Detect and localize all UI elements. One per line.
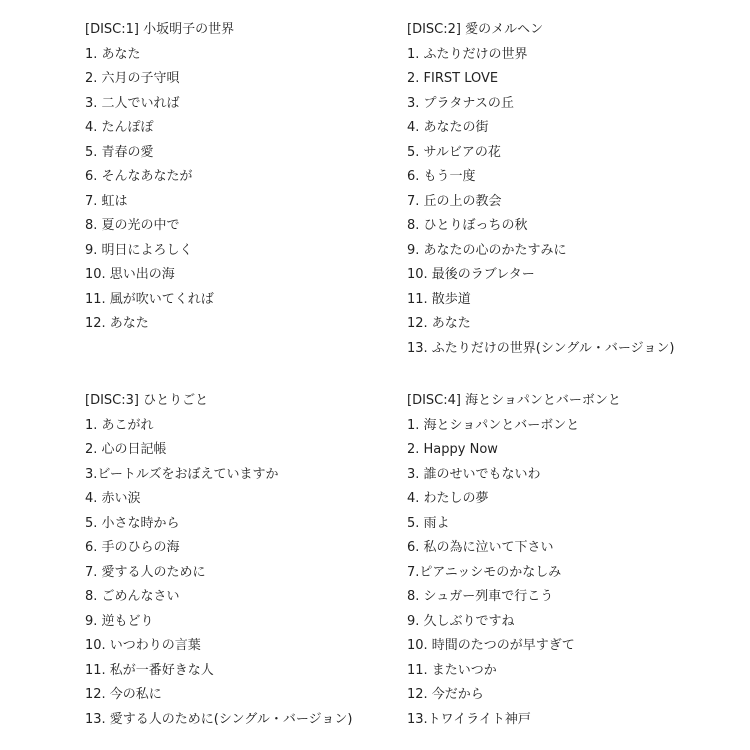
disc-1-header: [DISC:1] 小坂明子の世界 (85, 22, 235, 37)
disc-4-section (407, 389, 737, 732)
track-item: 9. 逆もどり (85, 613, 154, 629)
track-item: 2. FIRST LOVE (407, 71, 499, 86)
track-item: 12. あなた (85, 316, 149, 331)
track-item: 3.ビートルズをおぼえていますか (85, 466, 279, 482)
track-item: 8. 夏の光の中で (85, 218, 180, 233)
track-item: 10. 最後のラブレター (407, 267, 535, 282)
track-item: 12. 今だから (407, 687, 484, 702)
track-item: 4. あなたの街 (407, 120, 489, 135)
track-item: 13.トワイライト神戸 (407, 711, 531, 727)
disc-3-track-list (85, 414, 415, 733)
track-item: 4. たんぽぽ (85, 120, 154, 135)
track-item: 1. あこがれ (85, 417, 154, 433)
track-item: 2. 心の日記帳 (85, 442, 167, 457)
track-item: 6. そんなあなたが (85, 169, 193, 184)
track-item: 3. 二人でいれば (85, 95, 180, 111)
track-item: 2. 六月の子守唄 (85, 71, 180, 86)
track-item: 5. 雨よ (407, 515, 450, 531)
track-item: 7. 丘の上の教会 (407, 193, 502, 209)
track-item: 12. 今の私に (85, 687, 162, 702)
track-item: 9. 明日によろしく (85, 242, 193, 258)
disc-2-header: [DISC:2] 愛のメルヘン (407, 22, 544, 37)
track-item: 5. サルビアの花 (407, 144, 501, 160)
track-item: 8. ひとりぼっちの秋 (407, 218, 528, 233)
track-item: 4. 赤い涙 (85, 491, 141, 506)
track-item: 10. いつわりの言葉 (85, 638, 201, 653)
disc-2-section (407, 18, 737, 361)
track-item: 5. 青春の愛 (85, 144, 154, 160)
track-item: 10. 時間のたつのが早すぎて (407, 638, 575, 653)
track-item: 3. プラタナスの丘 (407, 95, 514, 111)
track-item: 11. 風が吹いてくれば (85, 291, 214, 307)
track-item: 12. あなた (407, 316, 471, 331)
disc-3-section (85, 389, 415, 732)
track-item: 11. 私が一番好きな人 (85, 662, 214, 678)
track-item: 13. 愛する人のために(シングル・バージョン) (85, 711, 353, 727)
track-item: 6. 私の為に泣いて下さい (407, 540, 554, 555)
track-item: 7. 虹は (85, 193, 128, 209)
track-item: 11. 散歩道 (407, 291, 471, 307)
track-item: 8. ごめんなさい (85, 589, 180, 604)
disc-4-track-list (407, 414, 737, 733)
track-item: 6. 手のひらの海 (85, 540, 180, 555)
track-item: 1. ふたりだけの世界 (407, 46, 528, 62)
track-item: 2. Happy Now (407, 442, 498, 457)
track-item: 11. またいつか (407, 662, 497, 678)
track-item: 1. 海とショパンとバーボンと (407, 417, 580, 433)
track-item: 13. ふたりだけの世界(シングル・バージョン) (407, 340, 675, 356)
track-item: 10. 思い出の海 (85, 267, 175, 282)
disc-3-header: [DISC:3] ひとりごと (85, 393, 209, 408)
disc-1-track-list (85, 43, 415, 337)
track-item: 7. 愛する人のために (85, 564, 206, 580)
track-item: 9. 久しぶりですね (407, 613, 515, 629)
track-item: 6. もう一度 (407, 169, 476, 184)
track-item: 1. あなた (85, 46, 141, 62)
track-item: 7.ピアニッシモのかなしみ (407, 564, 562, 580)
disc-4-header: [DISC:4] 海とショパンとバーボンと (407, 393, 621, 408)
disc-1-section (85, 18, 415, 337)
track-item: 5. 小さな時から (85, 515, 180, 531)
track-item: 8. シュガー列車で行こう (407, 589, 554, 604)
disc-2-track-list (407, 43, 737, 362)
track-item: 9. あなたの心のかたすみに (407, 242, 567, 258)
track-item: 3. 誰のせいでもないわ (407, 466, 541, 482)
track-item: 4. わたしの夢 (407, 491, 489, 506)
